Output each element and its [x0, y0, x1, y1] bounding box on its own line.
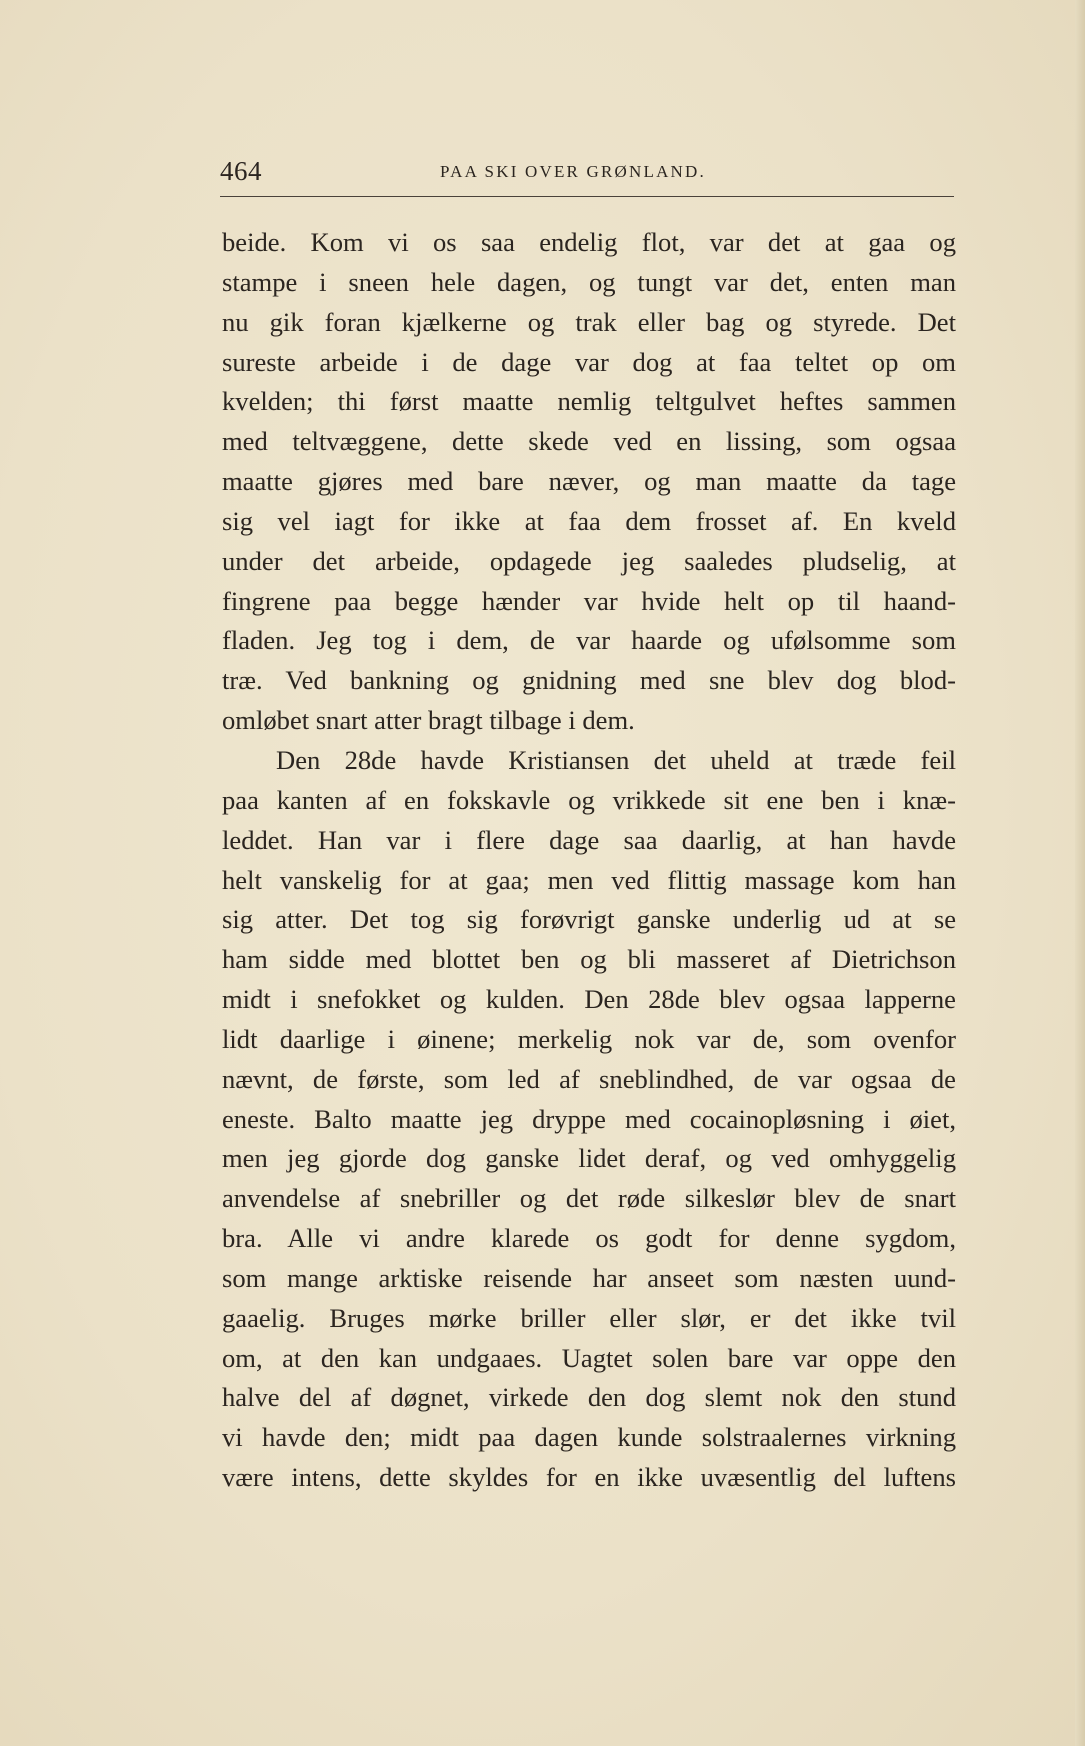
text-line: som mange arktiske reisende har anseet som næsten uund-	[222, 1262, 956, 1293]
text-line: eneste. Balto maatte jeg dryppe med cocainopløsning i øiet,	[222, 1103, 956, 1134]
text-line: beide. Kom vi os saa endelig flot, var det at gaa og	[222, 227, 956, 257]
text-line: sig atter. Det tog sig forøvrigt ganske underlig ud at se	[222, 904, 956, 935]
text-line: nævnt, de første, som led af sneblindhed, de var ogsaa de	[222, 1063, 956, 1094]
text-line: fingrene paa begge hænder var hvide helt op til haand-	[222, 585, 956, 616]
body-text	[222, 223, 956, 1498]
paragraph	[222, 741, 956, 1498]
text-line: kvelden; thi først maatte nemlig teltgulvet heftes sammen	[222, 386, 956, 417]
text-line: ham sidde med blottet ben og bli masseret af Dietrichson	[222, 944, 956, 975]
text-line: sig vel iagt for ikke at faa dem frosset af. En kveld	[222, 505, 956, 536]
text-line: omløbet snart atter bragt tilbage i dem.	[222, 705, 635, 736]
text-line: fladen. Jeg tog i dem, de var haarde og ufølsomme som	[222, 625, 956, 656]
text-line: nu gik foran kjælkerne og trak eller bag og styrede. Det	[222, 306, 956, 337]
text-line: leddet. Han var i flere dage saa daarlig, at han havde	[222, 824, 956, 855]
text-line: Den 28de havde Kristiansen det uheld at træde feil	[276, 744, 956, 775]
text-line: men jeg gjorde dog ganske lidet deraf, og ved omhyggelig	[222, 1143, 956, 1174]
text-line: paa kanten af en fokskavle og vrikkede sit ene ben i knæ-	[222, 784, 956, 815]
text-line: med teltvæggene, dette skede ved en lissing, som ogsaa	[222, 426, 956, 457]
page-edge	[1075, 0, 1085, 1746]
paragraph	[222, 223, 956, 741]
text-line: træ. Ved bankning og gnidning med sne blev dog blod-	[222, 665, 956, 696]
text-line: anvendelse af snebriller og det røde silkeslør blev de snart	[222, 1183, 956, 1214]
header-rule	[220, 196, 954, 197]
text-line: helt vanskelig for at gaa; men ved flittig massage kom han	[222, 864, 956, 895]
text-line: lidt daarlige i øinene; merkelig nok var de, som ovenfor	[222, 1023, 956, 1054]
text-line: være intens, dette skyldes for en ikke uvæsentlig del luftens	[222, 1462, 956, 1493]
text-line: om, at den kan undgaaes. Uagtet solen bare var oppe den	[222, 1342, 956, 1373]
text-line: halve del af døgnet, virkede den dog slemt nok den stund	[222, 1382, 956, 1413]
text-line: under det arbeide, opdagede jeg saaledes pludselig, at	[222, 545, 956, 576]
text-line: sureste arbeide i de dage var dog at faa teltet op om	[222, 346, 956, 377]
text-line: midt i snefokket og kulden. Den 28de blev ogsaa lapperne	[222, 984, 956, 1015]
text-line: stampe i sneen hele dagen, og tungt var det, enten man	[222, 266, 956, 297]
page-header	[220, 156, 954, 190]
text-line: vi havde den; midt paa dagen kunde solstraalernes virkning	[222, 1422, 956, 1453]
text-line: bra. Alle vi andre klarede os godt for denne sygdom,	[222, 1223, 956, 1254]
running-title: PAA SKI OVER GRØNLAND.	[440, 162, 706, 181]
text-line: gaaelig. Bruges mørke briller eller slør, er det ikke tvil	[222, 1302, 956, 1333]
text-line: maatte gjøres med bare næver, og man maatte da tage	[222, 466, 956, 497]
page-number: 464	[220, 156, 262, 186]
